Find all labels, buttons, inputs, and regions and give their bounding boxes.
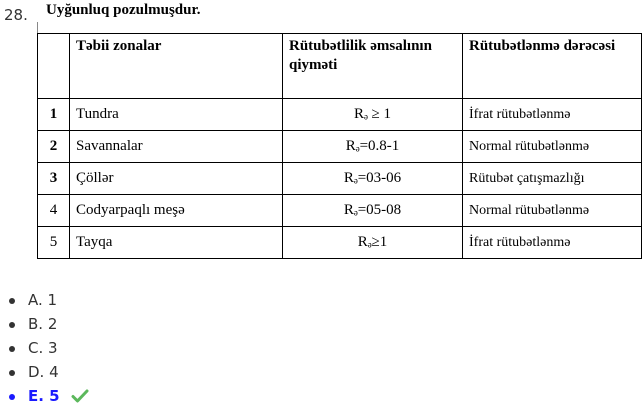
row-value: Rₔ=05-08 (283, 195, 463, 227)
row-degree: Normal rütubətlənmə (463, 195, 642, 227)
row-degree: Normal rütubətlənmə (463, 131, 642, 163)
bullet-icon (9, 394, 15, 400)
table-row (38, 163, 642, 195)
row-zone: Tayqa (70, 227, 283, 259)
row-zone: Çöllər (70, 163, 283, 195)
row-degree: İfrat rütubətlənmə (463, 227, 642, 259)
row-value: Rₔ≥1 (283, 227, 463, 259)
bullet-icon (9, 322, 15, 328)
question-number: 28. (4, 6, 28, 24)
answer-label: C. 3 (28, 339, 58, 357)
row-value: Rₔ ≥ 1 (283, 99, 463, 131)
header-degree: Rütubətlənmə dərəcəsi (463, 34, 642, 99)
header-coefficient: Rütubətlilik əmsalının qiyməti (283, 34, 463, 99)
answer-label: B. 2 (28, 315, 58, 333)
row-number: 4 (38, 195, 70, 227)
answer-option-b[interactable] (0, 312, 89, 336)
answer-label: A. 1 (28, 291, 58, 309)
answer-option-a[interactable] (0, 288, 89, 312)
table-row (38, 131, 642, 163)
row-zone: Tundra (70, 99, 283, 131)
row-degree: Rütubət çatışmazlığı (463, 163, 642, 195)
row-number: 3 (38, 163, 70, 195)
row-number: 2 (38, 131, 70, 163)
answer-list (0, 288, 89, 408)
answer-label: D. 4 (28, 363, 59, 381)
row-value: Rₔ=0.8-1 (283, 131, 463, 163)
answer-option-c[interactable] (0, 336, 89, 360)
row-value: Rₔ=03-06 (283, 163, 463, 195)
table-row (38, 99, 642, 131)
answer-label: E. 5 (28, 387, 60, 405)
table-row (38, 227, 642, 259)
bullet-icon (9, 298, 15, 304)
bullet-icon (9, 370, 15, 376)
row-degree: İfrat rütubətlənmə (463, 99, 642, 131)
row-number: 1 (38, 99, 70, 131)
table-row (38, 195, 642, 227)
row-number: 5 (38, 227, 70, 259)
answer-option-e[interactable] (0, 384, 89, 408)
row-zone: Savannalar (70, 131, 283, 163)
check-icon (71, 387, 89, 411)
table-header-row (38, 34, 642, 99)
header-zones: Təbii zonalar (70, 34, 283, 99)
answer-option-d[interactable] (0, 360, 89, 384)
row-zone: Codyarpaqlı meşə (70, 195, 283, 227)
question-title: Uyğunluq pozulmuşdur. (46, 2, 201, 18)
zones-table (37, 33, 642, 259)
bullet-icon (9, 346, 15, 352)
header-number (38, 34, 70, 99)
